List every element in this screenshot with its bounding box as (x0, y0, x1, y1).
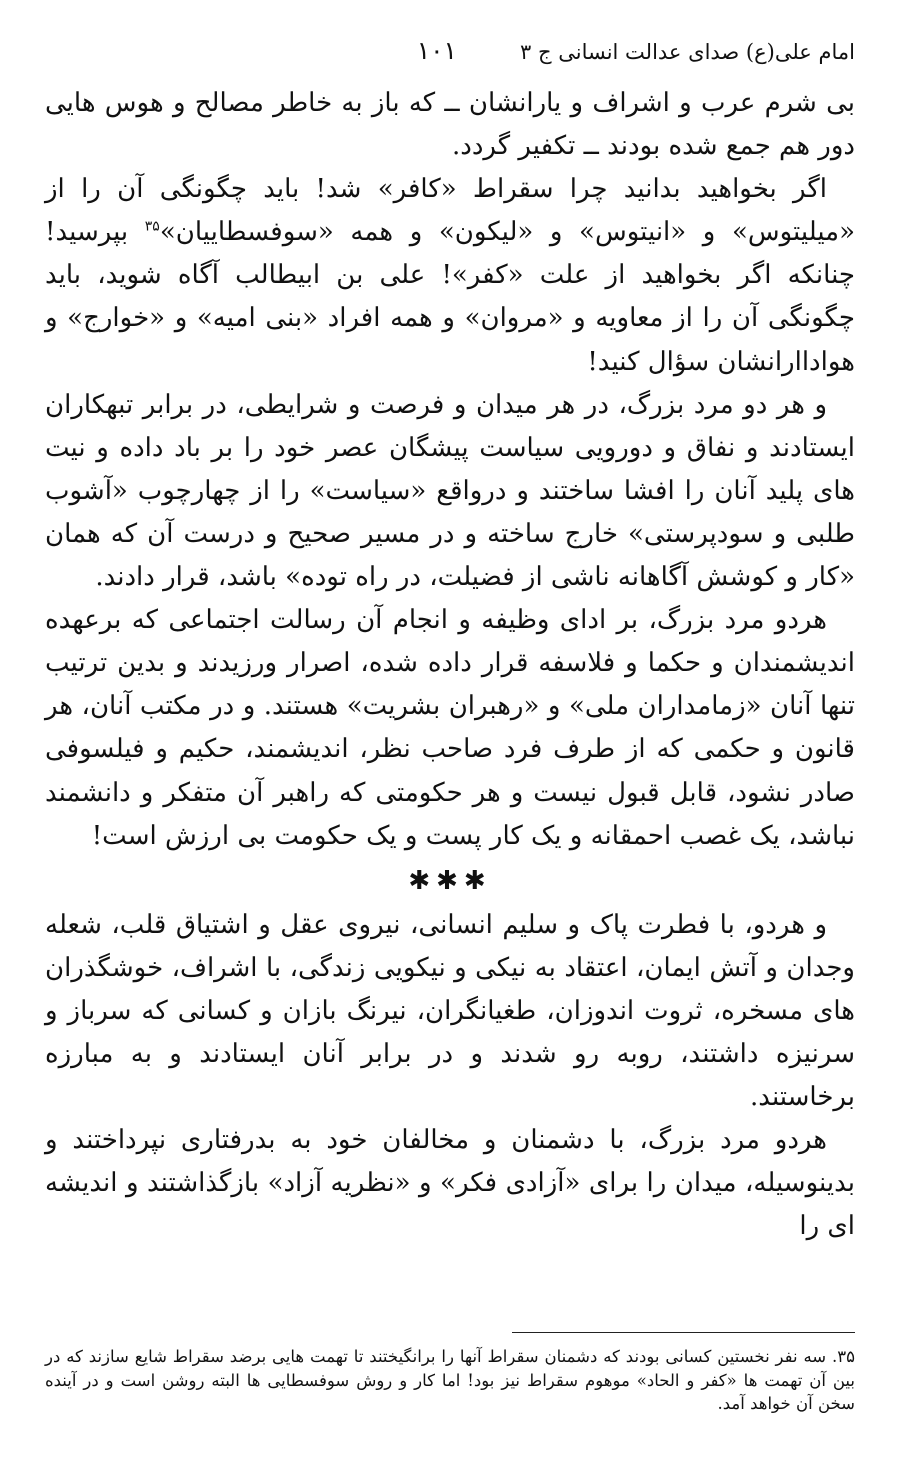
paragraph-2-text-a: اگر بخواهید بدانید چرا سقراط «کافر» شد! باید چگونگی آن را از «میلیتوس» و «انیتوس» و «لیکون» و همه «سوفسطاییان» (45, 174, 855, 248)
footnote-35 (45, 1345, 855, 1416)
footnote-reference[interactable]: ۳۵ (144, 218, 160, 235)
page-header (45, 36, 855, 76)
page-number: ۱۰۱ (416, 36, 457, 65)
paragraph-6: هردو مرد بزرگ، با دشمنان و مخالفان خود به بدرفتاری نپرداختند و بدینوسیله، میدان را برای «آزادی فکر» و «نظریه آزاد» بازگذاشتند و اندیشه ای را (45, 1125, 855, 1242)
paragraph-4: هردو مرد بزرگ، بر ادای وظیفه و انجام آن رسالت اجتماعی که برعهده اندیشمندان و حکما و فلاسفه قرار داده شده، اصرار ورزیدند و بدین ترتیب تنها آنان «زمامداران ملی» و «رهبران بشریت» هستند. و در مکتب آنان، هر قانون و حکمی که از طرف فرد صاحب نظر، اندیشمند، حکیم و فیلسوفی صادر نشود، قابل قبول نیست و هر حکومتی که راهبر آن متفکر و دانشمند نباشد، یک غصب احمقانه و یک کار پست و یک حکومت بی ارزش است! (45, 605, 855, 851)
footnote-number: ۳۵. (832, 1347, 855, 1366)
paragraph-2 (45, 168, 855, 383)
footnote-text: سه نفر نخستین کسانی بودند که دشمنان سقراط آنها را برانگیختند تا تهمت هایی برضد سقراط شایع سازند که در بین آن تهمت ها «کفر و الحاد» موهوم سقراط نیز بود! اما کار و روش سوفسطایی ها البته روشن است و در آینده سخن آن خواهد آمد. (45, 1347, 855, 1413)
running-title: امام علی(ع) صدای عدالت انسانی ج ۳ (520, 40, 855, 64)
paragraph-3: و هر دو مرد بزرگ، در هر میدان و فرصت و شرایطی، در برابر تبهکاران ایستادند و نفاق و دورویی سیاست پیشگان عصر خود را بر باد داده و نیت های پلید آنان را افشا ساختند و درواقع «سیاست» را از چهارچوب «آشوب طلبی و سودپرستی» خارج ساخته و در مسیر صحیح و درست آن که همان «کار و کوشش آگاهانه ناشی از فضیلت، در راه توده» باشد، قرار دادند. (45, 389, 855, 593)
footnote-divider (512, 1332, 855, 1333)
paragraph-2-text-b: بپرسید! چنانکه اگر بخواهید از علت «کفر»! علی بن ابیطالب آگاه شوید، باید چگونگی آن را از معاویه و «مروان» و همه افراد «بنی امیه» و «خوارج» و هواداارانشان سؤال کنید! (45, 217, 855, 377)
paragraph-5: و هردو، با فطرت پاک و سلیم انسانی، نیروی عقل و اشتیاق قلب، شعله وجدان و آتش ایمان، اعتقاد به نیکی و نیکویی زندگی، با اشراف، خوشگذران های مسخره، ثروت اندوزان، طغیانگران، نیرنگ بازان و کسانی که سرباز و سرنیزه داشتند، روبه رو شدند و در برابر آنان ایستادند و به مبارزه برخاستند. (45, 909, 855, 1113)
paragraph-1: بی شرم عرب و اشراف و یارانشان ــ که باز به خاطر مصالح و هوس هایی دور هم جمع شده بودند ــ تکفیر گردد. (45, 88, 855, 162)
section-separator: ✱✱✱ (408, 865, 492, 896)
body-text (45, 82, 855, 1248)
footnotes (45, 1345, 855, 1416)
